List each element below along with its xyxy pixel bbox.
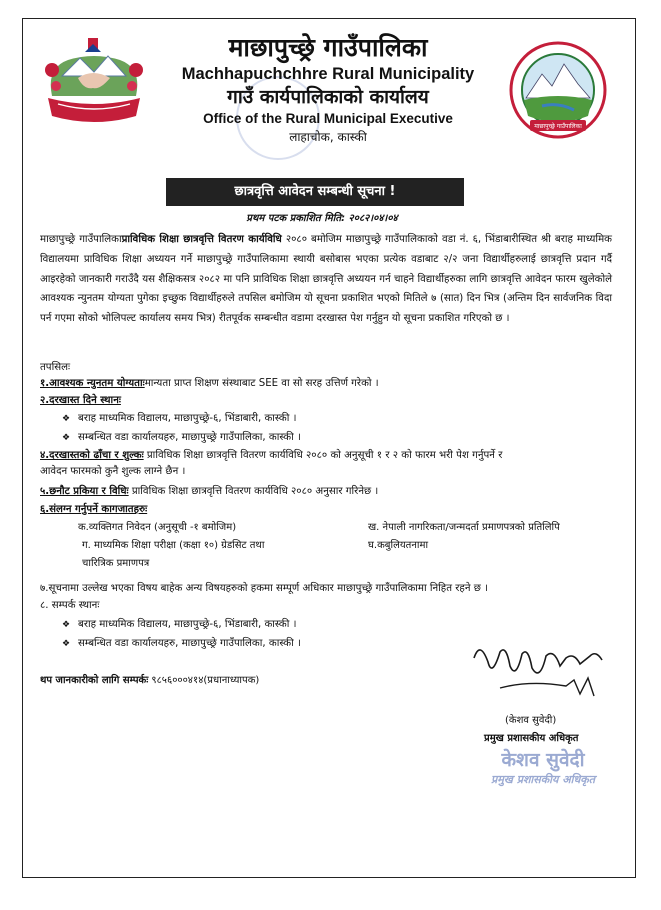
section-contact-place: ८. सम्पर्क स्थानः: [40, 600, 100, 611]
handwritten-signature: [470, 638, 610, 700]
diamond-bullet-icon: ❖: [62, 414, 71, 424]
letterhead: [150, 32, 506, 146]
signer-title: प्रमुख प्रशासकीय अधिकृत: [484, 733, 579, 744]
section-selection: ५.छनौट प्रकिया र विधिः प्राविधिक शिक्षा छात्रवृत्ति वितरण कार्यविधि २०८० अनुसार गरिनेछ ।: [40, 486, 379, 497]
section-qualification: १.आवश्यक न्युनतम योग्यताःमान्यता प्राप्त शिक्षण संस्थाबाट SEE वा सो सरह उत्तिर्ण गरेको ।: [40, 378, 379, 389]
nepal-emblem-icon: [38, 34, 150, 134]
document-item: ग. माध्यमिक शिक्षा परीक्षा (कक्षा १०) ग्रेडसिट तथा: [82, 540, 265, 551]
list-item: ❖ सम्बन्धित वडा कार्यालयहरु, माछापुच्छ्रे गाउँपालिका, कास्की ।: [62, 636, 301, 652]
office-address: लाहाचोक, कास्की: [289, 130, 367, 144]
document-item: घ.कबुलियतनामा: [368, 540, 429, 551]
section-authority: ७.सूचनामा उल्लेख भएका विषय बाहेक अन्य विषयहरुको हकमा सम्पूर्ण अधिकार माछापुच्छ्रे गाउँपालिकामा निहित रहने छ ।: [40, 583, 488, 594]
details-heading: तपसिलः: [40, 362, 71, 373]
name-stamp: केशव सुवेदी प्रमुख प्रशासकीय अधिकृत: [491, 749, 595, 786]
signer-name: (केशव सुवेदी): [505, 715, 557, 726]
notice-body: माछापुच्छ्रे गाउँपालिकाप्राविधिक शिक्षा छात्रवृत्ति वितरण कार्यविधि २०८० बमोजिम माछापुच्छ्रे गाउँपालिकाको वडा नं. ६, भिंडाबारीस्थित श्री बराह माध्यमिक विद्यालयमा प्राविधिक शिक्षा अध्ययन गर्ने माछापुच्छ्रे गाउँपालिकामा स्थायी बसोबास भएका प्रत्येक वडाबाट २/२ जना विद्यार्थीहरुलाई छात्रवृत्ति प्रदान गर्दै आइरहेको जानकारी गराउँदै यस शैक्षिकसत्र २०८२ मा पनि प्राविधिक शिक्षा छात्रवृत्ति अध्ययन गर्न चाहने विद्यार्थीहरुका लागि छात्रवृत्ति आवेदन फारम खुलेकोले आवश्यक न्युनतम योग्यता पुगेका इच्छुक विद्यार्थीहरुले तपसिल बमोजिम यो सूचना प्रकाशित भएको मितिले ७ (सात) दिन भित्र (अन्तिम दिन सार्वजनिक विदा पर्न गएमा सोको भोलिपल्ट कार्यालय समय भित्र) रीतपूर्वक सम्बन्धीत वडामा दरखास्त पेश गर्नुहुन यो सूचना प्रकाशित गरिएको छ ।: [40, 234, 612, 325]
list-item: ❖ बराह माध्यमिक विद्यालय, माछापुच्छ्रे-६, भिंडाबारी, कास्की ।: [62, 617, 296, 633]
office-title-en: Office of the Rural Municipal Executive: [203, 111, 453, 126]
document-item: चारित्रिक प्रमाणपत्र: [82, 558, 150, 569]
section-documents: ६.संलग्न गर्नुपर्ने कागजातहरुः: [40, 504, 148, 515]
diamond-bullet-icon: ❖: [62, 620, 71, 630]
diamond-bullet-icon: ❖: [62, 639, 71, 649]
notice-banner: छात्रवृत्ति आवेदन सम्बन्धी सूचना !: [166, 178, 464, 206]
municipality-title-np: माछापुच्छ्रे गाउँपालिका: [228, 33, 428, 62]
contact-number: ९८५६०००४१४(प्रधानाध्यापक): [148, 675, 260, 686]
section-form-fee: ४.दरखास्तको ढाँचा र शुल्कः प्राविधिक शिक्षा छात्रवृत्ति वितरण कार्यविधि २०८० को अनुसूची १ र २ को फारम भरी पेश गर्नुपर्ने र आवेदन फारमको कुनै शुल्क लाग्ने छैन ।: [40, 450, 503, 477]
list-item: ❖ सम्बन्धित वडा कार्यालयहरु, माछापुच्छ्रे गाउँपालिका, कास्की ।: [62, 430, 301, 446]
list-item: ❖ बराह माध्यमिक विद्यालय, माछापुच्छ्रे-६, भिंडाबारी, कास्की ।: [62, 411, 296, 427]
procedure-name: प्राविधिक शिक्षा छात्रवृत्ति वितरण कार्यविधि: [121, 234, 282, 245]
municipality-logo-icon: [508, 40, 608, 140]
diamond-bullet-icon: ❖: [62, 433, 71, 443]
municipality-title-en: Machhapuchchhre Rural Municipality: [181, 65, 475, 83]
document-item: ख. नेपाली नागरिकता/जन्मदर्ता प्रमाणपत्रको प्रतिलिपि: [368, 522, 560, 533]
section-submission-place: २.दरखास्त दिने स्थानः: [40, 395, 121, 406]
svg-text:माछापुच्छ्रे गाउँपालिका: माछापुच्छ्रे गाउँपालिका: [534, 123, 582, 130]
document-item: क.व्यक्तिगत निवेदन (अनुसूची -१ बमोजिम): [78, 522, 237, 533]
contact-info: थप जानकारीको लागि सम्पर्कः ९८५६०००४१४(प्रधानाध्यापक): [40, 675, 260, 686]
publish-date: प्रथम पटक प्रकाशित मिति: २०८२।०४।०४: [246, 213, 398, 224]
office-title-np: गाउँ कार्यपालिकाको कार्यालय: [227, 86, 429, 108]
